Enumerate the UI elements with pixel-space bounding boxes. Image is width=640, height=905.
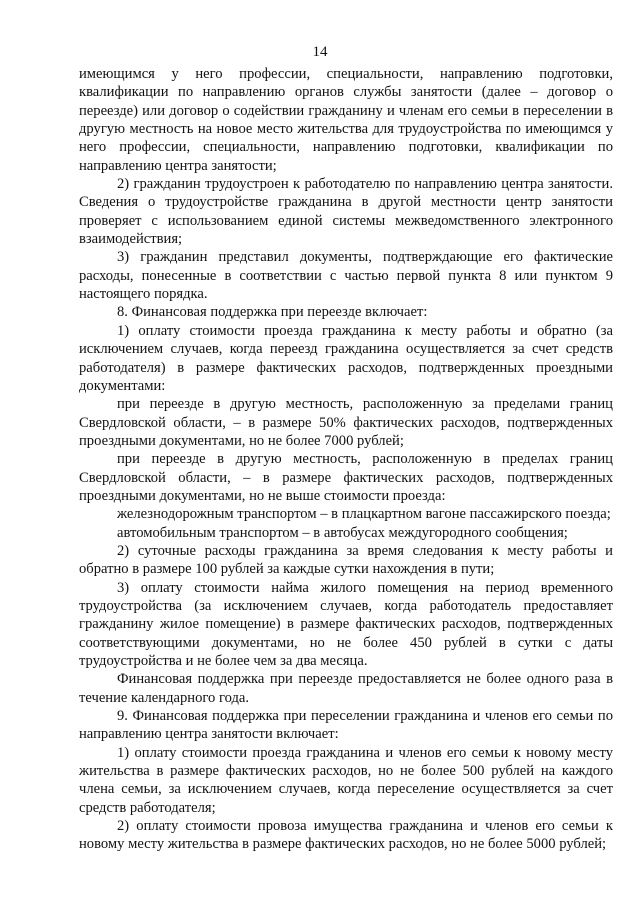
paragraph-8-item-3: 3) оплату стоимости найма жилого помещения на период временного трудоустройства (за исключением случаев, когда работодатель предоставляет гражданину жилое помещение) в размере фактических расходов, подтвержденных соответствующими документами, но не более 450 рублей в сутки с даты трудоустройства и не более чем за два месяца. <box>79 579 613 669</box>
paragraph-8-item-1: 1) оплату стоимости проезда гражданина к месту работы и обратно (за исключением случаев, когда переезд гражданина осуществляется за счет средств работодателя) в размере фактических расходов, подтвержденных проездными документами: <box>79 322 613 394</box>
paragraph-8-inside-region: при переезде в другую местность, расположенную в пределах границ Свердловской области, – в размере фактических расходов, подтвержденных проездными документами, но не выше стоимости проезда: <box>79 451 613 504</box>
paragraph-8-bus: автомобильным транспортом – в автобусах междугородного сообщения; <box>117 524 568 541</box>
paragraph-9-item-1: 1) оплату стоимости проезда гражданина и членов его семьи к новому месту жительства в размере фактических расходов, но не более 500 рублей на каждого члена семьи, за исключением случаев, когда переселение осуществляется за счет средств работодателя; <box>79 744 613 816</box>
paragraph-8-railway: железнодорожным транспортом – в плацкартном вагоне пассажирского поезда; <box>117 506 611 523</box>
paragraph-section-8-heading: 8. Финансовая поддержка при переезде включает: <box>117 304 428 321</box>
paragraph-8-item-2: 2) суточные расходы гражданина за время следования к месту работы и обратно в размере 100 рублей за каждые сутки нахождения в пути; <box>79 542 613 578</box>
page-number: 14 <box>312 44 328 60</box>
paragraph-8-limit: Финансовая поддержка при переезде предоставляется не более одного раза в течение календарного года. <box>79 671 613 706</box>
paragraph-9-item-2: 2) оплату стоимости провоза имущества гражданина и членов его семьи к новому месту жительства в размере фактических расходов, но не более 5000 рублей; <box>79 818 613 853</box>
document-body <box>79 65 613 854</box>
paragraph-8-outside-region: при переезде в другую местность, расположенную за пределами границ Свердловской области, – в размере 50% фактических расходов, подтвержденных проездными документами, но не более 7000 рублей; <box>79 396 613 449</box>
paragraph-continuation: имеющимся у него профессии, специальности, направлению подготовки, квалификации по направлению органов службы занятости (далее – договор о переезде) или договор о содействии гражданину и членам его семьи в переселении в другую местность на новое место жительства для трудоустройства по имеющимся у него профессии, специальности, направлению подготовки, квалификации по направлению центра занятости; <box>79 66 613 174</box>
paragraph-section-9-heading: 9. Финансовая поддержка при переселении гражданина и членов его семьи по направлению центра занятости включает: <box>79 708 613 743</box>
paragraph-condition-2: 2) гражданин трудоустроен к работодателю по направлению центра занятости. Сведения о трудоустройстве гражданина в другой местности центр занятости проверяет с использованием единой системы межведомственного электронного взаимодействия; <box>79 176 613 248</box>
paragraph-condition-3: 3) гражданин представил документы, подтверждающие его фактические расходы, понесенные в соответствии с частью первой пункта 8 или пунктом 9 настоящего порядка. <box>79 249 613 303</box>
